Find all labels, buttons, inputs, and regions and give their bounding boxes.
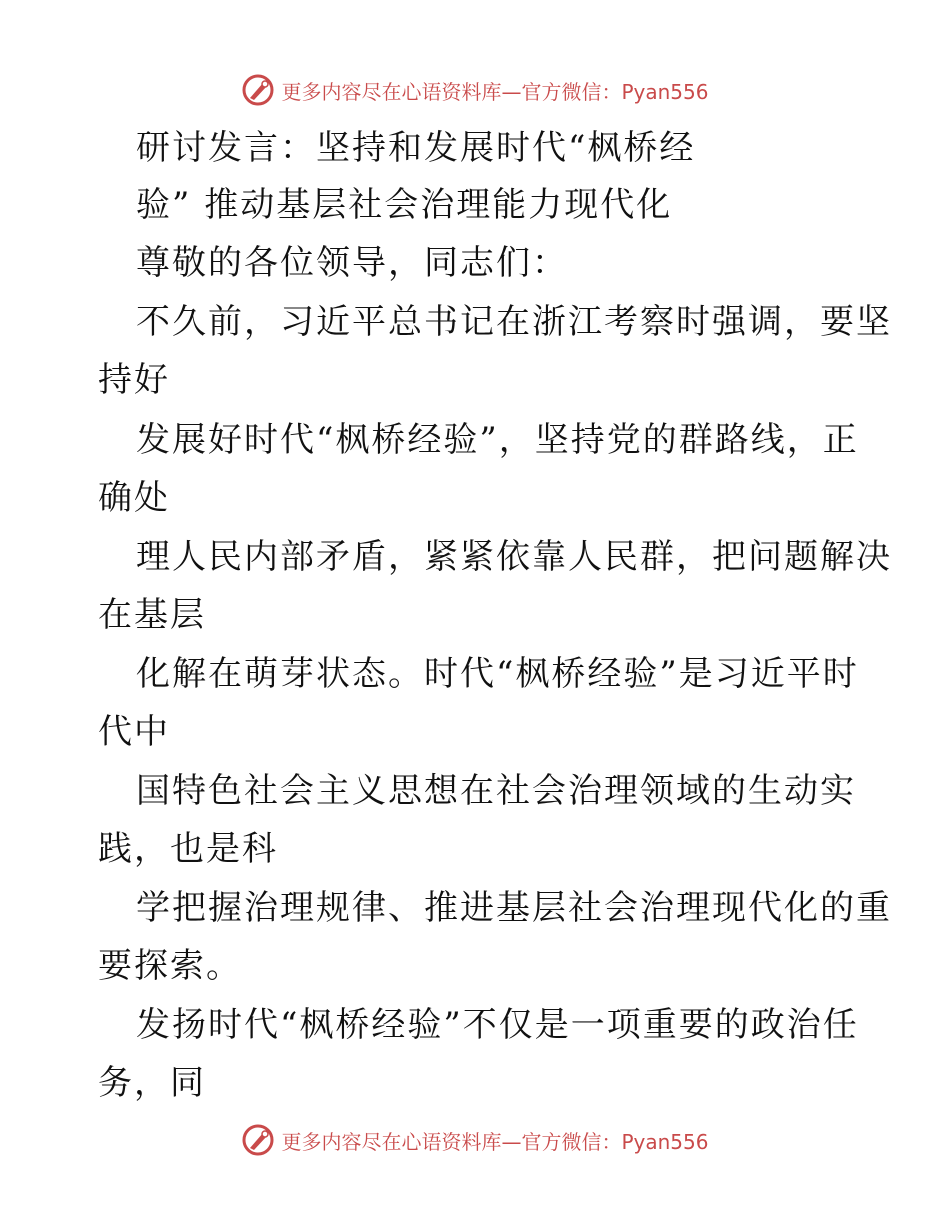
body-line: 要探索。 [98,946,242,986]
body-line: 学把握治理规律、推进基层社会治理现代化的重 [136,888,892,928]
body-line: 务，同 [98,1063,206,1103]
body-line: 代中 [98,712,170,752]
body-line: 发扬时代“枫桥经验”不仅是一项重要的政治任 [136,1005,859,1045]
body-line: 国特色社会主义思想在社会治理领域的生动实 [136,771,856,811]
title-line-2: 验” 推动基层社会治理能力现代化 [136,185,673,225]
body-line: 践，也是科 [98,829,278,869]
body-line: 持好 [98,360,170,400]
pen-logo-icon [241,1123,275,1157]
body-line: 发展好时代“枫桥经验”，坚持党的群路线，正 [136,420,859,460]
watermark-text: 更多内容尽在心语资料库—官方微信：Pyan556 [281,1129,709,1154]
header-watermark [0,70,950,110]
watermark-text: 更多内容尽在心语资料库—官方微信：Pyan556 [281,79,709,104]
pen-logo-icon [241,73,275,107]
body-line: 确处 [98,478,170,518]
footer-watermark [0,1120,950,1160]
salutation: 尊敬的各位领导，同志们： [136,243,568,283]
body-line: 在基层 [98,595,206,635]
body-line: 理人民内部矛盾，紧紧依靠人民群，把问题解决 [136,537,892,577]
body-line: 化解在萌芽状态。时代“枫桥经验”是习近平时 [136,654,859,694]
title-line-1: 研讨发言：坚持和发展时代“枫桥经 [136,128,696,168]
body-line: 不久前，习近平总书记在浙江考察时强调，要坚 [136,302,892,342]
